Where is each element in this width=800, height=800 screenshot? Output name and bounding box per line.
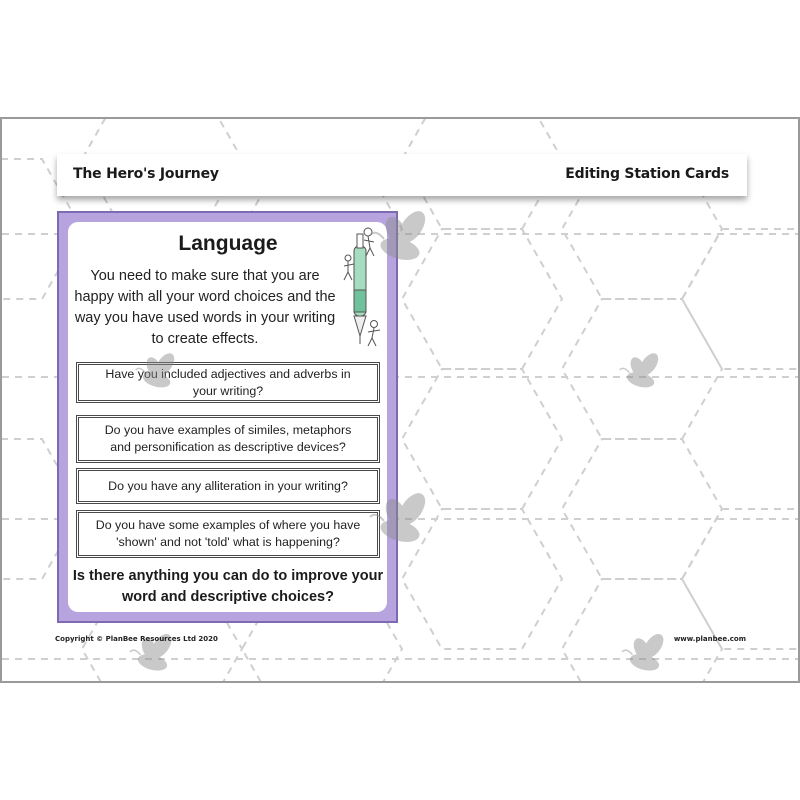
page-title: The Hero's Journey: [73, 166, 219, 182]
bee-icon: [362, 209, 442, 264]
worksheet-page: [0, 117, 800, 683]
question-text: Do you have any alliteration in your writing?: [108, 478, 348, 493]
question-box: [76, 362, 380, 403]
page-subtitle: Editing Station Cards: [565, 166, 729, 182]
question-text: Do you have examples of similes, metaphors and personification as descriptive devices?: [104, 423, 352, 454]
card-title: Language: [178, 232, 278, 255]
question-box: [76, 415, 380, 463]
website-link: www.planbee.com: [673, 635, 746, 643]
bee-icon: [614, 351, 670, 391]
question-box: [76, 468, 380, 504]
question-text: Do you have some examples of where you have 'shown' and not 'told' what is happening?: [95, 518, 361, 549]
language-card: [57, 211, 398, 623]
question-box: [76, 510, 380, 558]
card-body: [68, 222, 387, 612]
copyright-text: Copyright © PlanBee Resources Ltd 2020: [55, 635, 218, 643]
bee-icon: [362, 491, 442, 546]
card-intro: You need to make sure that you are happy with all your word choices and the way you have used words in your writing to create effects.: [74, 268, 336, 347]
header-banner: [57, 154, 747, 196]
card-footer-question: Is there anything you can do to improve your word and descriptive choices?: [72, 568, 384, 605]
question-text: Have you included adjectives and adverbs in your writing?: [105, 366, 351, 398]
bee-icon: [616, 632, 676, 674]
bee-icon: [130, 351, 186, 391]
